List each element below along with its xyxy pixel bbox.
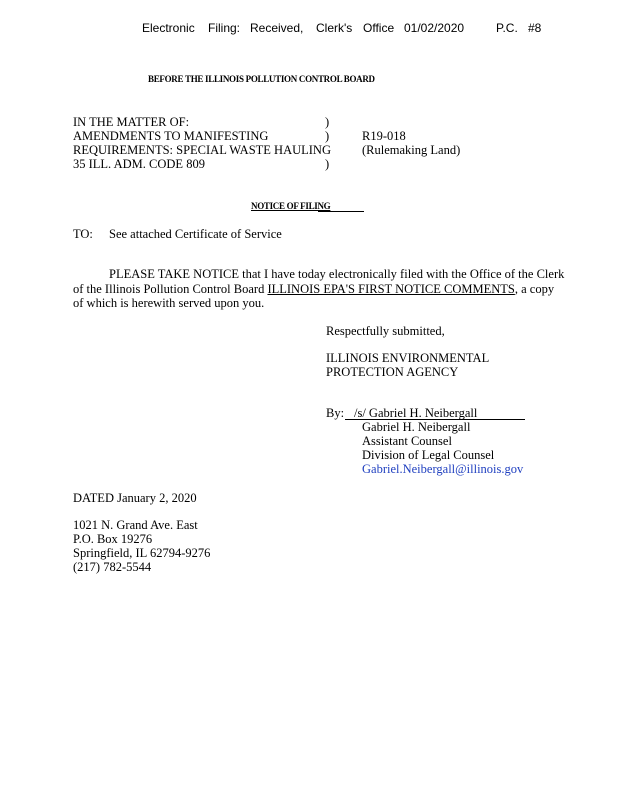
caption-line-3: REQUIREMENTS: SPECIAL WASTE HAULING	[73, 143, 331, 157]
signer-name: Gabriel H. Neibergall	[362, 420, 471, 434]
address-line-2: P.O. Box 19276	[73, 532, 153, 546]
body-line-2-start: of the Illinois Pollution Control Board	[73, 282, 265, 296]
filed-document-title: ILLINOIS EPA'S FIRST NOTICE COMMENTS	[267, 282, 515, 296]
caption-line-2: AMENDMENTS TO MANIFESTING	[73, 129, 269, 143]
header-pc: P.C.	[496, 21, 518, 35]
phone-number: (217) 782-5544	[73, 560, 152, 574]
header-date: 01/02/2020	[404, 21, 465, 35]
signature-line: /s/ Gabriel H. Neibergall	[354, 406, 478, 420]
by-label: By:	[326, 406, 345, 420]
body-line-3: of which is herewith served upon you.	[73, 296, 265, 310]
closing: Respectfully submitted,	[326, 324, 445, 338]
signer-email-link[interactable]: Gabriel.Neibergall@illinois.gov	[362, 462, 524, 476]
signer-title: Assistant Counsel	[362, 434, 452, 448]
notice-title-underline	[318, 211, 364, 212]
body-line-1: PLEASE TAKE NOTICE that I have today electronically filed with the Office of the Clerk	[109, 267, 565, 281]
header-pc-number: #8	[528, 21, 542, 35]
rulemaking-type: (Rulemaking Land)	[362, 143, 461, 157]
caption-paren: )	[325, 157, 330, 171]
address-line-1: 1021 N. Grand Ave. East	[73, 518, 198, 532]
agency-name-1: ILLINOIS ENVIRONMENTAL	[326, 351, 490, 365]
board-title: BEFORE THE ILLINOIS POLLUTION CONTROL BOARD	[148, 74, 375, 84]
header-clerks: Clerk's	[316, 21, 353, 35]
notice-title: NOTICE OF FILING	[251, 201, 331, 211]
address-line-3: Springfield, IL 62794-9276	[73, 546, 211, 560]
agency-name-2: PROTECTION AGENCY	[326, 365, 459, 379]
header-filing: Filing:	[208, 21, 241, 35]
body-line-2-end: , a copy	[514, 282, 555, 296]
header-electronic: Electronic	[142, 21, 195, 35]
header-office: Office	[363, 21, 395, 35]
caption-line-1: IN THE MATTER OF:	[73, 115, 190, 129]
caption-paren: )	[325, 115, 330, 129]
to-label: TO:	[73, 227, 93, 241]
signer-division: Division of Legal Counsel	[362, 448, 495, 462]
to-text: See attached Certificate of Service	[109, 227, 282, 241]
dated: DATED January 2, 2020	[73, 491, 197, 505]
caption-paren: )	[325, 129, 330, 143]
body-line-2	[73, 282, 554, 296]
caption-line-4: 35 ILL. ADM. CODE 809	[73, 157, 205, 171]
header-received: Received,	[250, 21, 304, 35]
docket-number: R19-018	[362, 129, 406, 143]
